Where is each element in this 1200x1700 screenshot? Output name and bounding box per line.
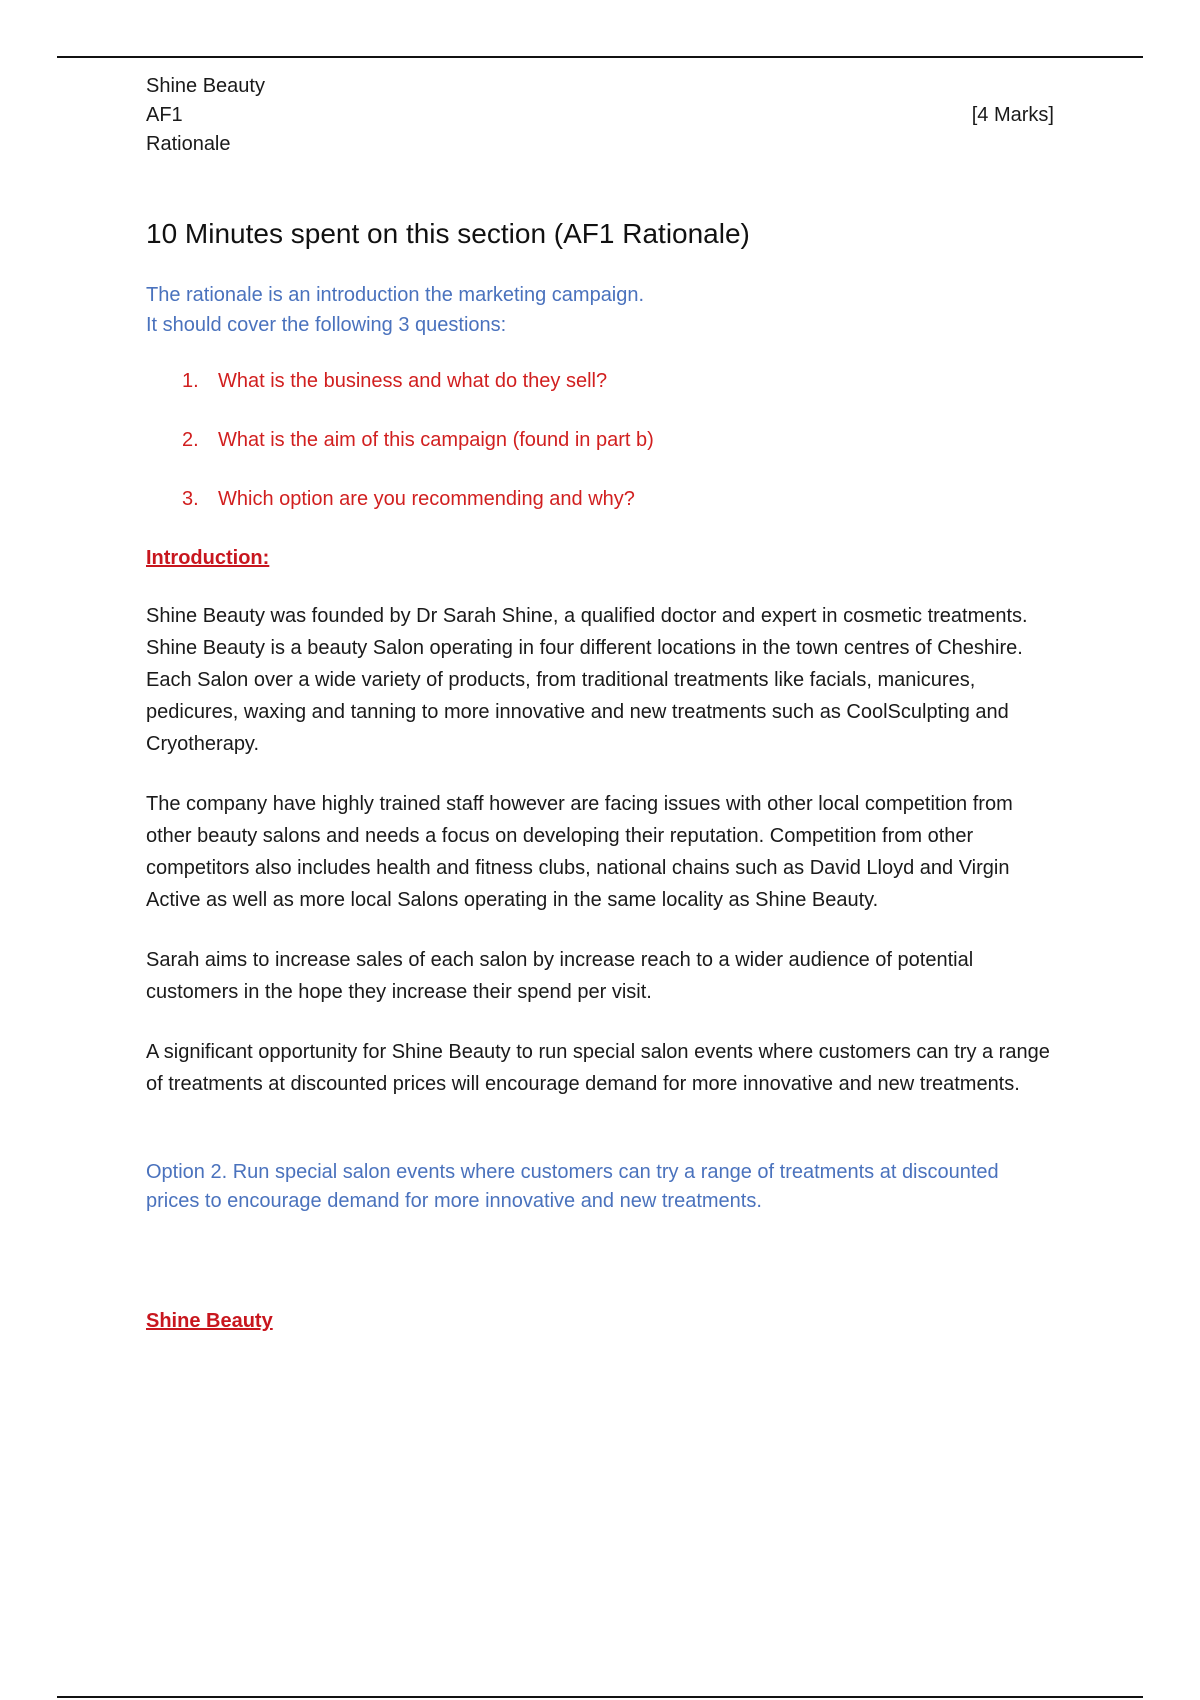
header-section: Rationale — [146, 133, 231, 155]
question-text: What is the business and what do they sell? — [218, 370, 608, 392]
introduction-paragraph: The company have highly trained staff however are facing issues with other local competition from other beauty salons and needs a focus on developing their reputation. Competition from other competitors also includes health and fitness clubs, national chains such as David Lloyd and Virgin Active as well as more local Salons operating in the same locality as Shine Beauty. — [146, 793, 1013, 911]
recommended-option: Option 2. Run special salon events where customers can try a range of treatments at discounted prices to encourage demand for more innovative and new treatments. — [146, 1161, 999, 1212]
question-item — [182, 366, 1054, 396]
question-item — [182, 484, 1054, 514]
document-header — [146, 72, 1054, 159]
question-text: Which option are you recommending and why? — [218, 488, 635, 510]
header-company: Shine Beauty — [146, 75, 265, 97]
bottom-rule — [57, 1696, 1143, 1698]
guidance-line-1: The rationale is an introduction the marketing campaign. — [146, 284, 645, 306]
guidance-note — [146, 280, 1054, 340]
introduction-paragraph: Sarah aims to increase sales of each salon by increase reach to a wider audience of potential customers in the hope they increase their spend per visit. — [146, 949, 974, 1003]
question-text: What is the aim of this campaign (found in part b) — [218, 429, 654, 451]
introduction-paragraph: A significant opportunity for Shine Beauty to run special salon events where customers can try a range of treatments at discounted prices will encourage demand for more innovative and new treatments. — [146, 1041, 1050, 1095]
section-heading: 10 Minutes spent on this section (AF1 Rationale) — [146, 218, 750, 249]
header-unit: AF1 — [146, 104, 183, 126]
introduction-title: Introduction: — [146, 547, 270, 569]
question-number: 2. — [182, 429, 199, 451]
header-marks: [4 Marks] — [971, 104, 1054, 126]
question-number: 3. — [182, 488, 199, 510]
second-section-title: Shine Beauty — [146, 1310, 273, 1332]
top-rule — [57, 56, 1143, 58]
question-number: 1. — [182, 370, 199, 392]
question-item — [182, 425, 1054, 455]
guidance-line-2: It should cover the following 3 questions: — [146, 314, 507, 336]
introduction-paragraph: Shine Beauty was founded by Dr Sarah Shine, a qualified doctor and expert in cosmetic treatments. Shine Beauty is a beauty Salon operating in four different locations in the town centres of Cheshire. Each Salon over a wide variety of products, from traditional treatments like facials, manicures, pedicures, waxing and tanning to more innovative and new treatments such as CoolSculpting and Cryotherapy. — [146, 605, 1028, 755]
questions-list — [146, 366, 1054, 514]
document-page — [146, 72, 1054, 1336]
